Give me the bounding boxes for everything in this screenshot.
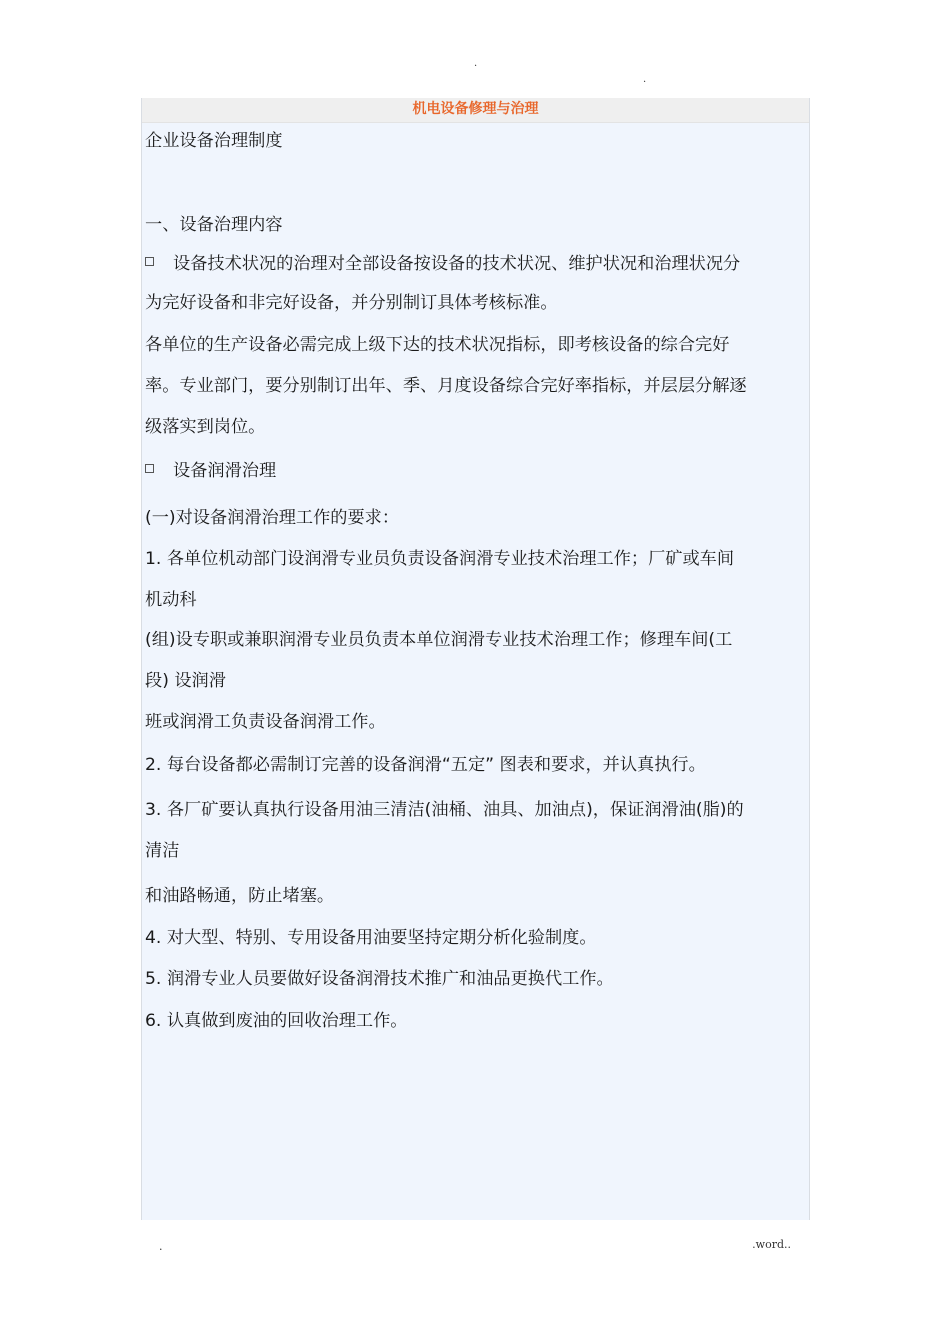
document-title: 机电设备修理与治理 [142, 98, 809, 123]
paragraph-line: 段) 设润滑 [145, 671, 226, 691]
list-item: 3. 各厂矿要认真执行设备用油三清洁(油桶、油具、加油点)，保证润滑油(脂)的 [145, 800, 744, 820]
paragraph-line: 班或润滑工负责设备润滑工作。 [145, 712, 386, 732]
paragraph-line: 机动科 [145, 590, 197, 610]
paragraph-text: 设备润滑治理 [173, 461, 277, 481]
paragraph-line: 为完好设备和非完好设备，并分别制订具体考核标准。 [145, 293, 558, 313]
paragraph-line: 清洁 [145, 841, 180, 861]
paragraph-text: 设备技术状况的治理对全部设备按设备的技术状况、维护状况和治理状况分 [173, 254, 741, 274]
footer-dot: . [159, 1240, 163, 1253]
section-heading: 一、设备治理内容 [145, 215, 283, 235]
bullet-paragraph [145, 461, 276, 481]
list-item: 2. 每台设备都必需制订完善的设备润滑“五定” 图表和要求，并认真执行。 [145, 755, 706, 775]
section-heading: 企业设备治理制度 [145, 131, 283, 151]
paragraph-line: 各单位的生产设备必需完成上级下达的技术状况指标，即考核设备的综合完好 [145, 335, 730, 355]
checkbox-bullet-icon [145, 464, 154, 473]
paragraph-line: 率。专业部门，要分别制订出年、季、月度设备综合完好率指标，并层层分解逐 [145, 376, 747, 396]
paragraph-line: 级落实到岗位。 [145, 417, 266, 437]
paragraph-line: (组)设专职或兼职润滑专业员负责本单位润滑专业技术治理工作；修理车间(工 [145, 630, 733, 650]
list-item: 4. 对大型、特别、专用设备用油要坚持定期分析化验制度。 [145, 928, 597, 948]
paragraph-line: 和油路畅通，防止堵塞。 [145, 886, 335, 906]
list-item: 6. 认真做到废油的回收治理工作。 [145, 1011, 408, 1031]
bullet-paragraph [145, 254, 740, 274]
list-item: 5. 润滑专业人员要做好设备润滑技术推广和油品更换代工作。 [145, 969, 614, 989]
list-item: 1. 各单位机动部门设润滑专业员负责设备润滑专业技术治理工作；厂矿或车间 [145, 549, 735, 569]
header-dot: . [643, 74, 647, 85]
header-dot: . [474, 58, 478, 69]
document-panel [141, 98, 810, 1220]
footer-word-label: .word.. [752, 1238, 791, 1251]
paragraph-line: (一)对设备润滑治理工作的要求： [145, 508, 400, 528]
checkbox-bullet-icon [145, 257, 154, 266]
